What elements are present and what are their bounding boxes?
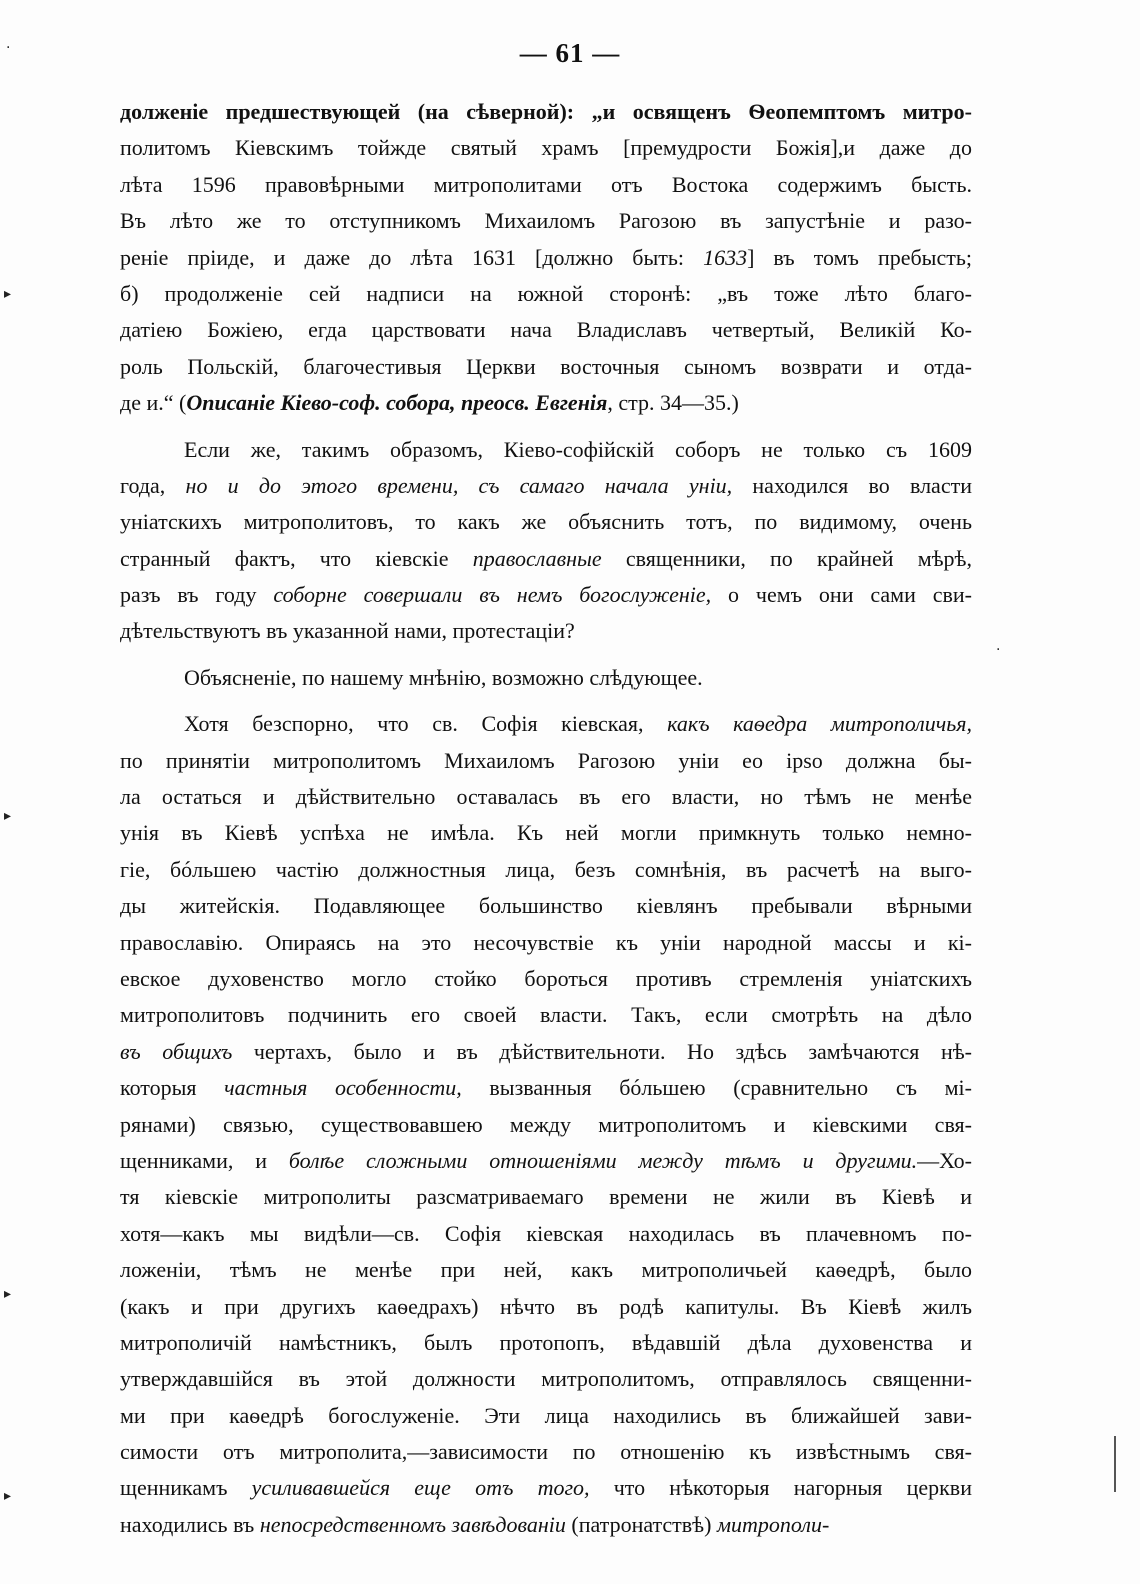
text-run: б) продолженіе сей надписи на южной сторонѣ: „въ тоже лѣто благо-	[120, 280, 972, 306]
margin-mark: ▸	[4, 1286, 12, 1302]
text-line	[120, 240, 972, 276]
text-line	[120, 852, 972, 888]
margin-rule	[1114, 1436, 1116, 1492]
text-run: что нѣкоторыя нагорныя церкви	[589, 1475, 972, 1501]
paragraph	[120, 706, 972, 1543]
margin-mark: ▸	[4, 808, 12, 824]
text-line	[120, 1289, 972, 1325]
italic-run: частныя особенности,	[224, 1075, 462, 1101]
italic-run: православные	[472, 545, 602, 571]
text-line	[120, 1216, 972, 1252]
paragraph-gap	[120, 422, 972, 432]
italic-run: 1633	[703, 244, 748, 270]
paragraph-gap	[120, 650, 972, 660]
text-line	[120, 1361, 972, 1397]
text-run: о чемъ они сами сви-	[711, 582, 972, 608]
text-run: ложеніи, тѣмъ не менѣе при ней, какъ митрополичьей каѳедрѣ, было	[120, 1257, 972, 1283]
margin-mark: ·	[996, 642, 1001, 658]
text-run: хотя—какъ мы видѣли—св. Софія кіевская находилась въ плачевномъ по-	[120, 1220, 972, 1246]
text-run: рянами) связью, существовавшею между митрополитомъ и кіевскими свя-	[120, 1111, 972, 1137]
text-run: ] въ томъ пребысть;	[747, 244, 972, 270]
text-run: дѣтельствуютъ въ указанной нами, протестаціи?	[120, 618, 575, 644]
italic-run: соборне совершали въ немъ богослуженіе,	[273, 582, 712, 608]
text-line	[120, 385, 972, 421]
text-line	[120, 660, 972, 696]
text-line	[120, 1398, 972, 1434]
text-line	[120, 1325, 972, 1361]
text-run: священники, по крайней мѣрѣ,	[601, 545, 973, 571]
text-line	[120, 504, 972, 540]
text-line	[120, 541, 972, 577]
paragraph-gap	[120, 696, 972, 706]
text-run: политомъ Кіевскимъ тойжде святый храмъ [премудрости Божія],и даже до	[120, 135, 972, 161]
text-line	[120, 779, 972, 815]
text-run: утверждавшійся въ этой должности митрополитомъ, отправлялось священни-	[120, 1366, 972, 1392]
margin-mark: ▸	[4, 1488, 12, 1504]
text-run: (патронатствѣ)	[565, 1511, 717, 1537]
text-line	[120, 1070, 972, 1106]
italic-run: какъ каѳедра митрополичья,	[667, 711, 972, 737]
body-text	[120, 94, 972, 1543]
text-run: , стр. 34—35.)	[607, 390, 739, 416]
text-run: странный фактъ, что кіевскіе	[120, 545, 473, 571]
italic-run: митрополи-	[716, 1511, 830, 1537]
text-line	[120, 203, 972, 239]
text-line	[120, 1179, 972, 1215]
text-run: щенниками, и	[120, 1147, 289, 1173]
text-line	[120, 706, 972, 742]
italic-run: Описаніе Кіево-соф. собора, преосв. Евгенія	[186, 390, 608, 416]
text-line	[120, 1507, 972, 1543]
text-run: щенникамъ	[120, 1475, 252, 1501]
text-line	[120, 743, 972, 779]
text-line	[120, 1252, 972, 1288]
text-run: Объясненіе, по нашему мнѣнію, возможно слѣдующее.	[184, 664, 703, 690]
italic-run: болѣе сложными отношеніями между тѣмъ и другими.	[288, 1147, 918, 1173]
text-run: реніе пріиде, и даже до лѣта 1631 [должно быть:	[120, 244, 704, 270]
text-line	[120, 432, 972, 468]
italic-run: но и до этого времени, съ самаго начала уніи,	[185, 472, 733, 498]
text-line	[120, 94, 972, 130]
margin-mark: ▸	[4, 286, 12, 302]
text-run: православію. Опираясь на это несочувствіе къ уніи народной массы и кі-	[120, 929, 972, 955]
text-run: датіею Божіею, егда царствовати нача Владиславъ четвертый, Великій Ко-	[120, 317, 972, 343]
text-run: которыя	[120, 1075, 225, 1101]
text-line	[120, 961, 972, 997]
text-line	[120, 815, 972, 851]
text-run: унія въ Кіевѣ успѣха не имѣла. Къ ней могли примкнуть только немно-	[120, 820, 972, 846]
text-run: находился во власти	[732, 472, 972, 498]
text-run: разъ въ году	[120, 582, 274, 608]
italic-run: въ общихъ	[120, 1038, 233, 1064]
text-run: ды житейскія. Подавляющее большинство кіевлянъ пребывали вѣрными	[120, 893, 972, 919]
text-line	[120, 276, 972, 312]
text-run: роль Польскій, благочестивыя Церкви восточныя сыномъ возврати и отда-	[120, 353, 972, 379]
bold-run: долженіе предшествующей (на сѣверной): „и освященъ Ѳеопемптомъ митро-	[120, 99, 972, 124]
text-run: ми при каѳедрѣ богослуженіе. Эти лица находились въ ближайшей зави-	[120, 1402, 972, 1428]
text-run: Въ лѣто же то отступникомъ Михаиломъ Рагозою въ запустѣніе и разо-	[120, 208, 972, 234]
text-line	[120, 468, 972, 504]
text-run: —Хо-	[917, 1147, 972, 1173]
text-run: митрополитовъ подчинить его своей власти. Такъ, если смотрѣть на дѣло	[120, 1002, 972, 1028]
paragraph	[120, 432, 972, 650]
text-line	[120, 1107, 972, 1143]
text-line	[120, 130, 972, 166]
text-run: чертахъ, было и въ дѣйствительноти. Но здѣсь замѣчаются нѣ-	[232, 1038, 972, 1064]
text-line	[120, 349, 972, 385]
text-run: Если же, такимъ образомъ, Кіево-софійскій соборъ не только съ 1609	[184, 436, 972, 462]
text-run: гіе, бóльшею частію должностныя лица, безъ сомнѣнія, въ расчетѣ на выго-	[120, 856, 972, 882]
text-run: по принятіи митрополитомъ Михаиломъ Рагозою уніи eo ipso должна бы-	[120, 747, 972, 773]
text-run: ла остаться и дѣйствительно оставалась въ его власти, но тѣмъ не менѣе	[120, 784, 972, 810]
text-run: Хотя безспорно, что св. Софія кіевская,	[184, 711, 668, 737]
text-line	[120, 577, 972, 613]
text-run: де и.“ (	[120, 390, 187, 416]
text-run: находились въ	[120, 1511, 260, 1537]
text-line	[120, 312, 972, 348]
paragraph	[120, 94, 972, 422]
text-run: евское духовенство могло стойко бороться противъ стремленія уніатскихъ	[120, 965, 972, 991]
text-run: тя кіевскіе митрополиты разсматриваемаго времени не жили въ Кіевѣ и	[120, 1184, 972, 1210]
paragraph	[120, 660, 972, 696]
italic-run: непосредственномъ завѣдованіи	[259, 1511, 566, 1537]
text-line	[120, 997, 972, 1033]
margin-mark: ·	[6, 40, 11, 56]
page-number: — 61 —	[519, 38, 621, 68]
text-line	[120, 167, 972, 203]
text-line	[120, 925, 972, 961]
text-run: года,	[120, 472, 186, 498]
text-run: лѣта 1596 правовѣрными митрополитами отъ Востока содержимъ бысть.	[120, 171, 972, 197]
text-line	[120, 1434, 972, 1470]
text-line	[120, 1143, 972, 1179]
italic-run: усиливавшейся еще отъ того,	[251, 1475, 590, 1501]
text-line	[120, 888, 972, 924]
text-line	[120, 1470, 972, 1506]
text-run: симости отъ митрополита,—зависимости по отношенію къ извѣстнымъ свя-	[120, 1439, 972, 1465]
text-run: уніатскихъ митрополитовъ, то какъ же объяснить тотъ, по видимому, очень	[120, 509, 972, 535]
text-run: митрополичій намѣстникъ, былъ протопопъ, вѣдавшій дѣла духовенства и	[120, 1329, 972, 1355]
text-line	[120, 1034, 972, 1070]
text-line	[120, 613, 972, 649]
text-run: (какъ и при другихъ каѳедрахъ) нѣчто въ родѣ капитулы. Въ Кіевѣ жилъ	[120, 1293, 972, 1319]
text-run: вызванныя бóльшею (сравнительно съ мі-	[461, 1075, 972, 1101]
